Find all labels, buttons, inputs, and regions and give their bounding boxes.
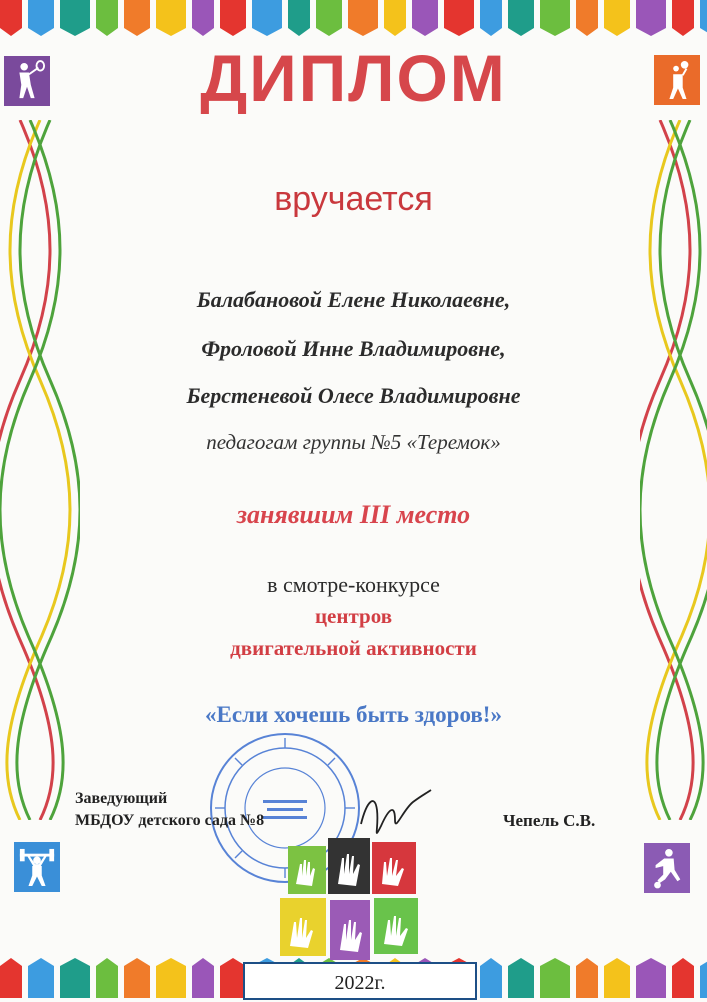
flag-shape <box>28 0 54 36</box>
flag-shape <box>636 0 666 36</box>
flag-shape <box>192 0 214 36</box>
slogan: «Если хочешь быть здоров!» <box>205 702 502 727</box>
flag-shape <box>60 0 90 36</box>
head-name: Чепель С.В. <box>503 811 596 830</box>
diploma-title: ДИПЛОМ <box>200 41 507 115</box>
flag-shape <box>636 958 666 998</box>
flag-shape <box>220 0 246 36</box>
flag-shape <box>384 0 406 36</box>
hands-logo <box>280 838 438 968</box>
year-box: 2022г. <box>243 962 477 1000</box>
flag-shape <box>252 0 282 36</box>
flag-shape <box>604 0 630 36</box>
flag-shape <box>124 958 150 998</box>
awarded-word: вручается <box>274 180 433 218</box>
teachers-group-line: педагогам группы №5 «Теремок» <box>206 430 501 454</box>
flag-shape <box>480 0 502 36</box>
contest-name-line-1: центров <box>314 604 393 628</box>
flag-shape <box>508 958 534 998</box>
place-line: занявшим III место <box>236 500 471 529</box>
flag-shape <box>508 0 534 36</box>
flag-shape <box>124 0 150 36</box>
flag-shape <box>444 0 474 36</box>
recipient-3: Берстеневой Олесе Владимировне <box>186 383 521 408</box>
flag-shape <box>540 958 570 998</box>
flag-shape <box>60 958 90 998</box>
flag-shape <box>156 0 186 36</box>
flag-shape <box>672 0 694 36</box>
flag-shape <box>192 958 214 998</box>
flag-shape <box>412 0 438 36</box>
flag-shape <box>156 958 186 998</box>
football-player-icon <box>644 843 690 893</box>
flag-shape <box>348 0 378 36</box>
flag-shape <box>96 958 118 998</box>
flag-shape <box>604 958 630 998</box>
flag-shape <box>480 958 502 998</box>
flag-shape <box>700 958 707 998</box>
flag-shape <box>0 0 22 36</box>
flag-shape <box>288 0 310 36</box>
contest-name-line-2: двигательной активности <box>230 636 477 660</box>
flag-shape <box>576 0 598 36</box>
flag-shape <box>316 0 342 36</box>
flag-shape <box>96 0 118 36</box>
flag-shape <box>540 0 570 36</box>
recipient-2: Фроловой Инне Владимировне, <box>201 336 506 361</box>
flag-shape <box>576 958 598 998</box>
flag-shape <box>0 958 22 998</box>
flag-shape <box>700 0 707 36</box>
contest-intro: в смотре-конкурсе <box>267 572 440 597</box>
weightlifter-icon <box>14 842 60 892</box>
head-title-line-1: Заведующий <box>75 790 168 807</box>
flag-shape <box>672 958 694 998</box>
top-flag-border <box>0 0 707 40</box>
recipient-1: Балабановой Елене Николаевне, <box>196 287 511 312</box>
flag-shape <box>28 958 54 998</box>
head-title-line-2: МБДОУ детского сада №8 <box>75 812 265 829</box>
